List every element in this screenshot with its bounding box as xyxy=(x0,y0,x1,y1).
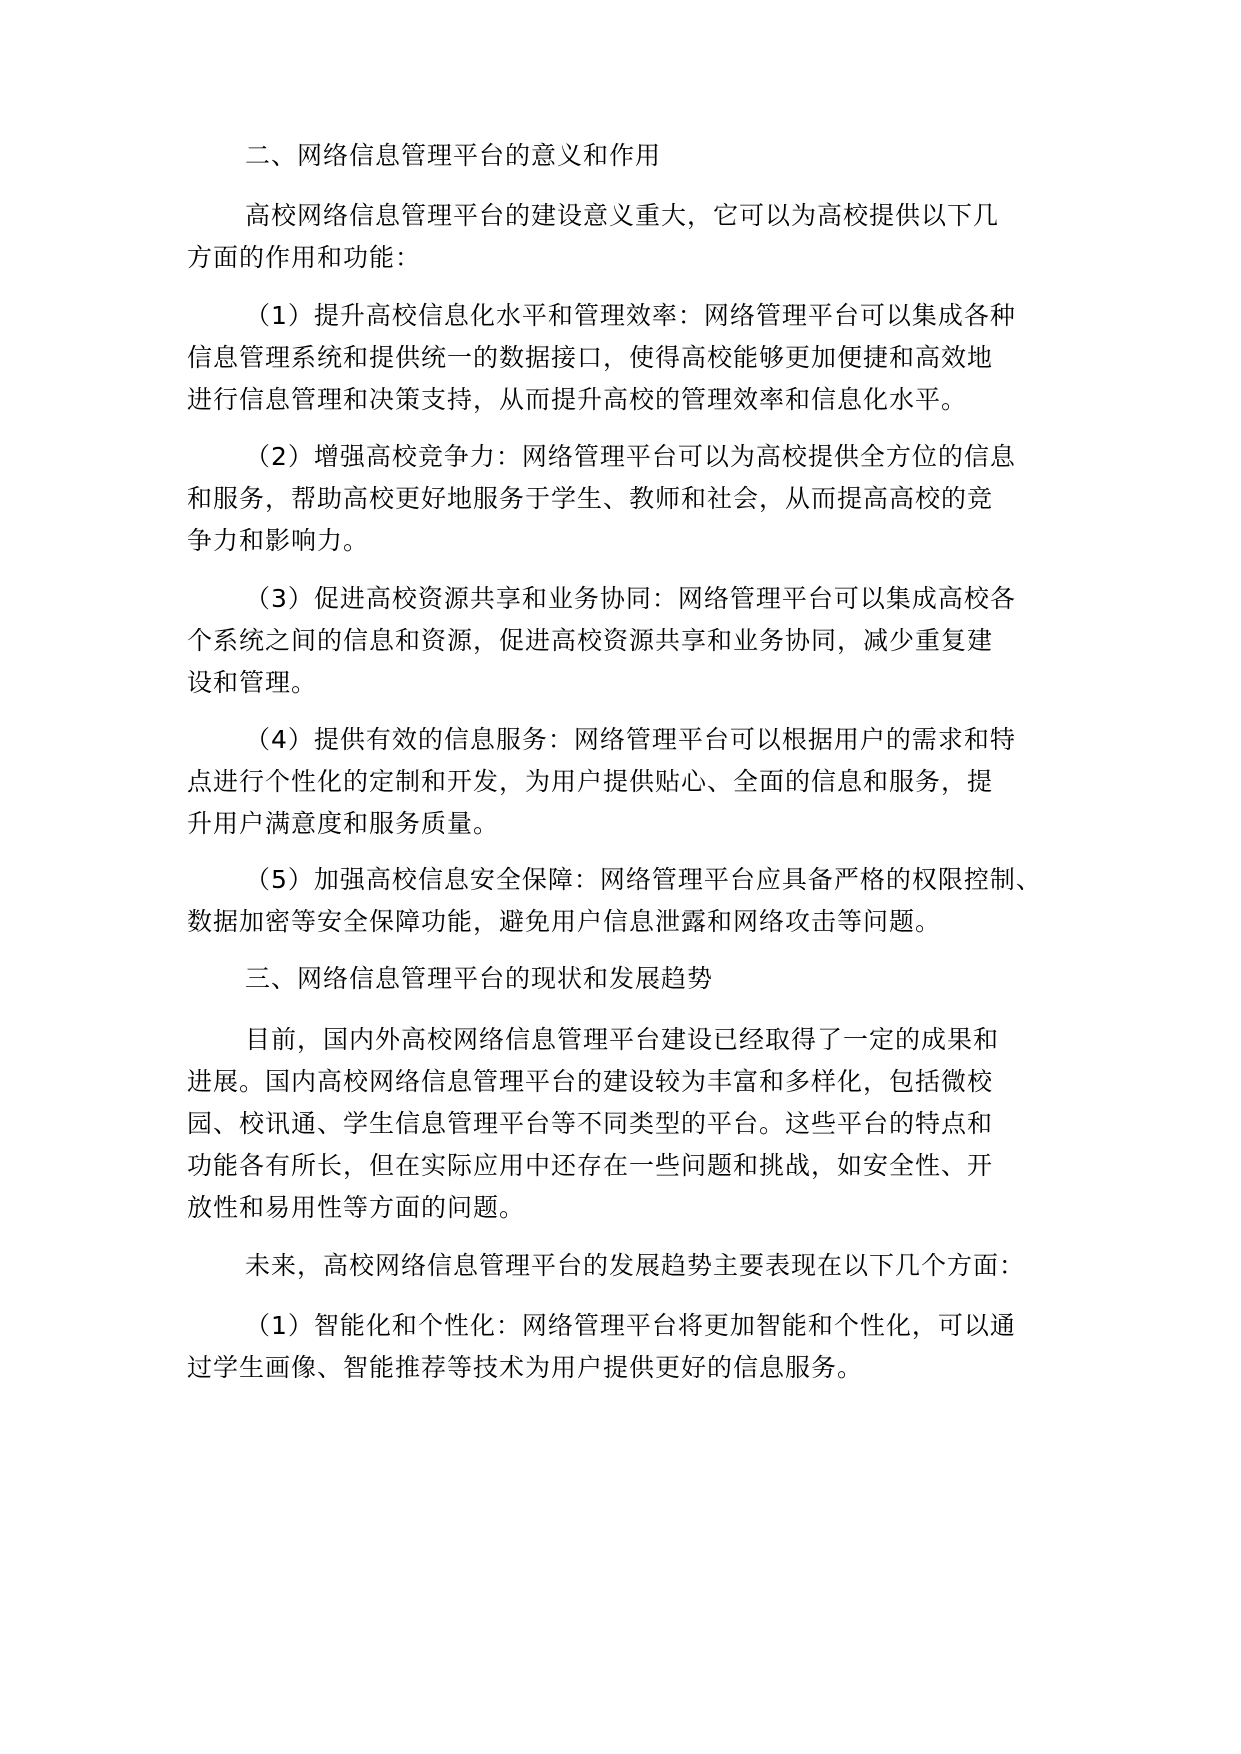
status-line-2: 进展。国内高校网络信息管理平台的建设较为丰富和多样化，包括微校 xyxy=(187,1067,994,1096)
status-line-4: 功能各有所长，但在实际应用中还存在一些问题和挑战，如安全性、开 xyxy=(187,1151,994,1180)
item-5-line-2: 数据加密等安全保障功能，避免用户信息泄露和网络攻击等问题。 xyxy=(187,907,942,936)
item-2-line-1: （2）增强高校竞争力：网络管理平台可以为高校提供全方位的信息 xyxy=(245,442,1016,471)
status-line-1: 目前，国内外高校网络信息管理平台建设已经取得了一定的成果和 xyxy=(245,1025,1000,1054)
intro-line-1: 高校网络信息管理平台的建设意义重大，它可以为高校提供以下几 xyxy=(245,201,1000,230)
item-3-line-2: 个系统之间的信息和资源，促进高校资源共享和业务协同，减少重复建 xyxy=(187,626,994,655)
item-5-line-1: （5）加强高校信息安全保障：网络管理平台应具备严格的权限控制、 xyxy=(245,865,1042,894)
item-3-line-1: （3）促进高校资源共享和业务协同：网络管理平台可以集成高校各 xyxy=(245,584,1016,613)
item-1-line-2: 信息管理系统和提供统一的数据接口，使得高校能够更加便捷和高效地 xyxy=(187,343,994,372)
section-heading-3: 三、网络信息管理平台的现状和发展趋势 xyxy=(245,964,714,993)
item-4-line-1: （4）提供有效的信息服务：网络管理平台可以根据用户的需求和特 xyxy=(245,725,1016,754)
item-1-line-1: （1）提升高校信息化水平和管理效率：网络管理平台可以集成各种 xyxy=(245,301,1016,330)
future-line-1: 未来，高校网络信息管理平台的发展趋势主要表现在以下几个方面： xyxy=(245,1251,1026,1280)
item-1-line-3: 进行信息管理和决策支持，从而提升高校的管理效率和信息化水平。 xyxy=(187,385,968,414)
section-heading-2: 二、网络信息管理平台的意义和作用 xyxy=(245,141,662,170)
item-4-line-3: 升用户满意度和服务质量。 xyxy=(187,809,500,838)
trend-1-line-1: （1）智能化和个性化：网络管理平台将更加智能和个性化，可以通 xyxy=(245,1311,1016,1340)
item-4-line-2: 点进行个性化的定制和开发，为用户提供贴心、全面的信息和服务，提 xyxy=(187,767,994,796)
intro-line-2: 方面的作用和功能： xyxy=(187,243,422,272)
status-line-3: 园、校讯通、学生信息管理平台等不同类型的平台。这些平台的特点和 xyxy=(187,1109,994,1138)
trend-1-line-2: 过学生画像、智能推荐等技术为用户提供更好的信息服务。 xyxy=(187,1353,864,1382)
status-line-5: 放性和易用性等方面的问题。 xyxy=(187,1193,526,1222)
item-2-line-3: 争力和影响力。 xyxy=(187,526,370,555)
item-2-line-2: 和服务，帮助高校更好地服务于学生、教师和社会，从而提高高校的竞 xyxy=(187,484,994,513)
item-3-line-3: 设和管理。 xyxy=(187,668,318,697)
